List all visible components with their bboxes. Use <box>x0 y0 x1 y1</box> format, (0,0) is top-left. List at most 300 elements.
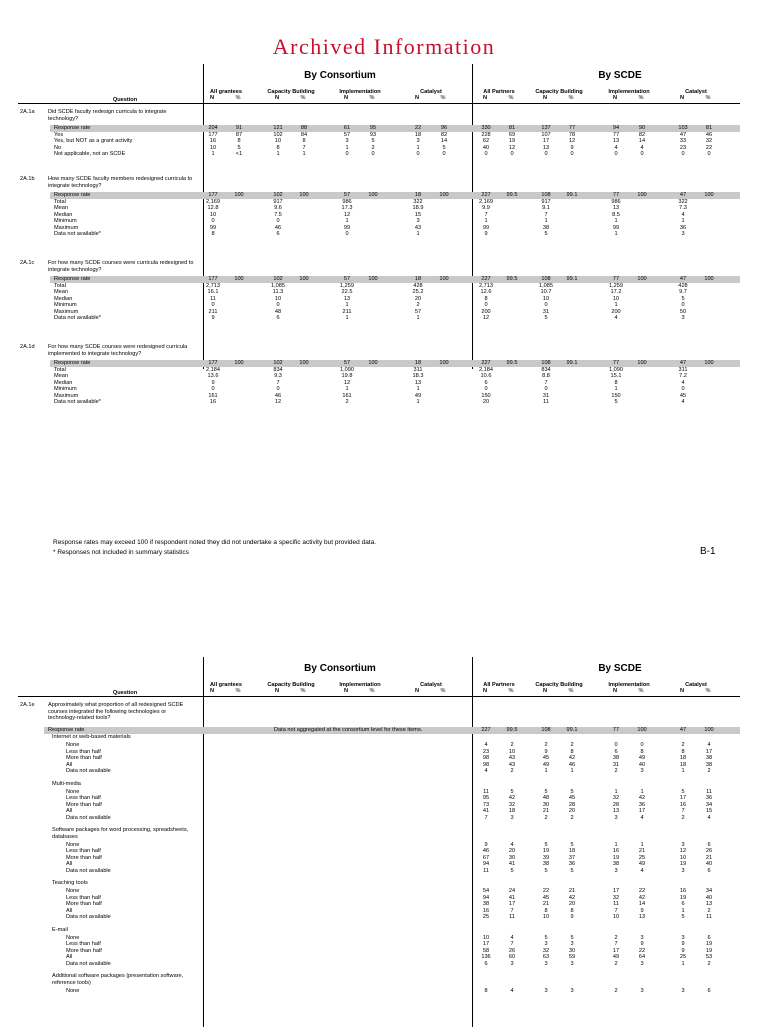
p1-col-pct-1: % <box>300 95 306 101</box>
table-cell: 1 <box>416 144 420 151</box>
row-label: Not applicable, not an SCDE <box>54 151 126 157</box>
table-cell: 46 <box>568 761 576 768</box>
table-cell: 0 <box>681 386 685 392</box>
table-cell: 4 <box>640 144 644 151</box>
table-cell: 3 <box>570 987 574 994</box>
row-label: Less than half <box>66 848 101 854</box>
row-label: None <box>66 987 80 994</box>
table-cell: 94 <box>482 894 490 901</box>
row-label: More than half <box>66 854 102 861</box>
table-cell: 25 <box>482 914 490 920</box>
table-cell: 2 <box>614 768 618 774</box>
table-cell: 17.2 <box>610 289 622 295</box>
row-label: All <box>66 954 73 960</box>
table-cell: 57 <box>343 276 351 282</box>
table-cell: 1 <box>681 768 685 774</box>
not-aggregated-note: Data not aggregated at the consortium level for these items. <box>274 727 423 733</box>
table-cell: 0 <box>640 151 644 157</box>
table-cell: 0 <box>484 302 488 308</box>
table-cell: 22.5 <box>341 289 353 295</box>
table-cell: 2 <box>570 814 574 821</box>
table-cell: 18.9 <box>412 205 424 211</box>
table-row <box>0 768 768 775</box>
table-cell: 2 <box>544 742 548 748</box>
table-cell: 7 <box>544 379 548 386</box>
table-cell: 17 <box>638 808 646 814</box>
table-cell: 36 <box>568 861 576 867</box>
table-cell: 3 <box>640 960 644 967</box>
table-cell: 10.7 <box>540 289 552 295</box>
table-cell: 19 <box>508 138 516 144</box>
table-cell: 41 <box>508 861 516 867</box>
p2-colgroup-3: Catalyst <box>420 682 442 688</box>
table-cell: 7.2 <box>679 373 687 379</box>
table-cell: 40 <box>638 761 646 768</box>
table-cell: 0 <box>510 151 514 157</box>
row-label: Data not available <box>66 960 111 967</box>
table-cell: 177 <box>208 360 218 366</box>
table-cell: 47 <box>679 727 687 733</box>
table-cell: 25 <box>638 854 646 861</box>
table-cell: 3 <box>681 987 685 994</box>
p2-col-n-5: N <box>542 688 548 694</box>
row-label: Maximum <box>54 224 79 231</box>
table-cell: 31 <box>612 761 620 768</box>
table-cell: 3 <box>681 841 685 848</box>
table-cell: 3 <box>570 941 574 947</box>
table-cell: 5 <box>570 934 574 941</box>
table-cell: 19 <box>679 861 687 867</box>
section-title <box>0 927 768 934</box>
row-label: None <box>66 888 80 894</box>
p2-by-consortium-header: By Consortium <box>304 663 376 674</box>
table-cell: 2 <box>707 960 711 967</box>
p1-colgroup-5: Capacity Building <box>535 89 583 95</box>
table-cell: 43 <box>508 755 516 761</box>
table-cell: 99.5 <box>506 360 518 366</box>
table-cell: 58 <box>482 947 490 954</box>
table-cell: 100 <box>637 727 647 733</box>
table-cell: 3 <box>681 867 685 874</box>
table-cell: 0 <box>211 386 215 392</box>
table-cell: 2,169 <box>479 198 493 205</box>
table-cell: 8.5 <box>612 211 620 218</box>
table-cell: 150 <box>611 392 621 399</box>
table-cell: 99.1 <box>566 360 578 366</box>
table-cell: 9.7 <box>679 289 687 295</box>
p1-by-scde-header: By SCDE <box>598 70 642 81</box>
table-cell: 37 <box>568 854 576 861</box>
table-cell: 1 <box>614 231 618 237</box>
table-cell: 63 <box>542 954 550 960</box>
table-cell: 99.1 <box>566 276 578 282</box>
table-cell: 87 <box>235 131 243 138</box>
table-cell: 50 <box>679 308 687 315</box>
table-cell: 3 <box>640 768 644 774</box>
p2-col-n-2: N <box>343 688 349 694</box>
table-cell: 5 <box>442 144 446 151</box>
p1-colgroup-1: Capacity Building <box>267 89 315 95</box>
row-label: Total <box>54 282 66 289</box>
p2-colgroup-2: Implementation <box>339 682 381 688</box>
table-cell: 0 <box>681 302 685 308</box>
table-cell: <1 <box>235 151 243 157</box>
question-id: 2A.1c <box>20 260 35 266</box>
table-cell: 1,090 <box>340 366 354 373</box>
row-label: Mean <box>54 205 68 211</box>
row-label: All <box>66 907 73 914</box>
table-cell: 13 <box>612 205 620 211</box>
p1-col-n-4: N <box>482 95 488 101</box>
table-cell: 100 <box>234 276 244 282</box>
table-cell: 21 <box>638 848 646 854</box>
table-cell: 40 <box>482 144 490 151</box>
table-cell: 18 <box>568 848 576 854</box>
table-cell: 8 <box>484 987 488 994</box>
table-cell: 4 <box>484 768 488 774</box>
table-cell: 5 <box>681 788 685 795</box>
table-cell: 12 <box>482 315 490 321</box>
table-cell: 8 <box>237 138 241 144</box>
table-cell: 0 <box>276 302 280 308</box>
table-cell: 3 <box>416 138 420 144</box>
table-cell: 7 <box>484 814 488 821</box>
table-cell: 0 <box>681 151 685 157</box>
table-cell: 59 <box>568 954 576 960</box>
table-cell: 150 <box>481 392 491 399</box>
table-cell: 34 <box>705 888 713 894</box>
table-cell: 0 <box>484 151 488 157</box>
table-cell: 0 <box>371 151 375 157</box>
table-cell: 9.6 <box>274 205 282 211</box>
table-cell: 4 <box>681 379 685 386</box>
p2-col-pct-2: % <box>369 688 375 694</box>
section-title <box>0 880 768 887</box>
table-cell: 46 <box>274 392 282 399</box>
table-cell: 177 <box>208 131 218 138</box>
table-cell: 90 <box>638 125 646 131</box>
row-label: Total <box>54 198 66 205</box>
table-cell: 18 <box>414 192 422 198</box>
table-cell: 0 <box>442 151 446 157</box>
p1-col-pct-0: % <box>235 95 241 101</box>
p1-col-n-3: N <box>414 95 420 101</box>
table-cell: 9 <box>681 947 685 954</box>
table-cell: 2 <box>544 814 548 821</box>
table-cell: 108 <box>541 276 551 282</box>
row-label: Data not available <box>66 814 111 821</box>
table-cell: 211 <box>342 308 352 315</box>
row-label: Data not available <box>66 914 111 920</box>
table-cell: 12 <box>343 379 351 386</box>
table-cell: 77 <box>612 727 620 733</box>
table-cell: 227 <box>481 192 491 198</box>
table-cell: 1 <box>345 144 349 151</box>
table-cell: 7 <box>484 211 488 218</box>
table-cell: 13.6 <box>207 373 219 379</box>
table-cell: 12 <box>343 211 351 218</box>
table-row <box>0 151 768 158</box>
table-cell: 100 <box>368 192 378 198</box>
table-cell: 986 <box>611 198 621 205</box>
table-cell: 100 <box>368 360 378 366</box>
table-cell: 8 <box>570 748 574 755</box>
table-cell: 1 <box>614 788 618 795</box>
table-cell: 93 <box>369 131 377 138</box>
table-cell: 103 <box>678 125 688 131</box>
question-id: 2A.1d <box>20 344 35 350</box>
table-cell: 5 <box>544 841 548 848</box>
table-cell: 99.1 <box>566 727 578 733</box>
table-cell: 100 <box>637 360 647 366</box>
table-cell: 4 <box>640 867 644 874</box>
p1-col-n-2: N <box>343 95 349 101</box>
table-cell: 20 <box>568 901 576 907</box>
table-cell: 1 <box>640 841 644 848</box>
table-cell: 8 <box>484 295 488 302</box>
row-label: All <box>66 761 73 768</box>
table-cell: 62 <box>482 138 490 144</box>
table-cell: 40 <box>705 894 713 901</box>
p1-col-n-0: N <box>209 95 215 101</box>
table-cell: 102 <box>273 276 283 282</box>
table-cell: 39 <box>542 854 550 861</box>
table-cell: 31 <box>542 392 550 399</box>
table-cell: 7 <box>510 907 514 914</box>
table-cell: 100 <box>299 192 309 198</box>
table-cell: 17 <box>612 947 620 954</box>
table-cell: 9 <box>211 379 215 386</box>
table-cell: 99.5 <box>506 192 518 198</box>
table-row <box>0 315 768 322</box>
p2-question-header: Question <box>112 690 138 696</box>
p2-colgroup-6: Implementation <box>608 682 650 688</box>
p1-col-n-6: N <box>612 95 618 101</box>
table-cell: 22 <box>705 144 713 151</box>
table-cell: 1 <box>345 302 349 308</box>
table-cell: 5 <box>510 788 514 795</box>
table-cell: 137 <box>541 125 551 131</box>
table-cell: 16 <box>679 801 687 808</box>
p1-col-pct-3: % <box>440 95 446 101</box>
table-row <box>0 988 768 995</box>
table-cell: 28 <box>612 801 620 808</box>
table-cell: 8 <box>211 231 215 237</box>
table-cell: 0 <box>544 151 548 157</box>
table-cell: 100 <box>439 192 449 198</box>
table-cell: 1 <box>416 399 420 405</box>
table-cell: 1 <box>614 386 618 392</box>
table-cell: 5 <box>681 295 685 302</box>
table-cell: 42 <box>568 755 576 761</box>
p1-col-n-1: N <box>274 95 280 101</box>
p1-col-pct-7: % <box>705 95 711 101</box>
table-cell: 16 <box>209 138 217 144</box>
table-cell: 0 <box>544 302 548 308</box>
table-cell: 7 <box>681 808 685 814</box>
table-cell: 17 <box>508 901 516 907</box>
table-cell: 1 <box>681 218 685 224</box>
table-cell: 10 <box>542 914 550 920</box>
table-cell: 81 <box>705 125 713 131</box>
table-cell: 53 <box>705 954 713 960</box>
table-cell: 227 <box>481 360 491 366</box>
table-cell: 32 <box>705 138 713 144</box>
row-label: Less than half <box>66 894 101 901</box>
table-cell: 22 <box>542 888 550 894</box>
table-cell: 7 <box>276 379 280 386</box>
table-cell: 5 <box>614 399 618 405</box>
p2-col-n-0: N <box>209 688 215 694</box>
p2-colgroup-1: Capacity Building <box>267 682 315 688</box>
row-label: More than half <box>66 947 102 954</box>
table-cell: 42 <box>638 894 646 901</box>
table-cell: 9 <box>570 914 574 920</box>
table-cell: 23 <box>482 748 490 755</box>
table-cell: 64 <box>638 954 646 960</box>
table-cell: 49 <box>542 761 550 768</box>
table-cell: 9 <box>484 841 488 848</box>
table-cell: 1 <box>345 315 349 321</box>
table-cell: 6 <box>276 315 280 321</box>
table-cell: 95 <box>369 125 377 131</box>
table-cell: 4 <box>707 742 711 748</box>
table-cell: 12 <box>274 399 282 405</box>
table-cell: 12.8 <box>207 205 219 211</box>
table-cell: 0 <box>614 151 618 157</box>
row-label: Less than half <box>66 941 101 947</box>
table-cell: 30 <box>568 947 576 954</box>
table-cell: 24 <box>508 888 516 894</box>
table-cell: 96 <box>440 125 448 131</box>
question-id: 2A.1e <box>20 702 35 708</box>
p1-colgroup-6: Implementation <box>608 89 650 95</box>
table-cell: 100 <box>234 360 244 366</box>
row-label: Maximum <box>54 392 79 399</box>
row-label: Minimum <box>54 218 77 224</box>
table-cell: 13 <box>705 901 713 907</box>
table-cell: 161 <box>208 392 218 399</box>
row-label: All <box>66 808 73 814</box>
row-label: Data not available* <box>54 231 101 237</box>
table-cell: 6 <box>707 867 711 874</box>
row-label: Less than half <box>66 795 101 801</box>
table-cell: 20 <box>508 848 516 854</box>
table-cell: 0 <box>570 151 574 157</box>
table-cell: 4 <box>707 814 711 821</box>
table-cell: 428 <box>413 282 423 289</box>
section-title-label: Teaching tools <box>52 880 88 886</box>
table-cell: 2 <box>510 742 514 748</box>
p2-col-n-7: N <box>679 688 685 694</box>
row-label: Data not available* <box>54 315 101 321</box>
table-cell: 94 <box>482 861 490 867</box>
table-cell: 100 <box>439 276 449 282</box>
p2-col-pct-3: % <box>440 688 446 694</box>
table-cell: 100 <box>368 276 378 282</box>
table-cell: 11 <box>483 788 489 795</box>
table-cell: 16 <box>679 888 687 894</box>
table-cell: 94 <box>612 125 620 131</box>
table-cell: 10 <box>209 211 217 218</box>
section-title-label: E-mail <box>52 926 68 933</box>
question-id: 2A.1b <box>20 176 35 182</box>
table-cell: 3 <box>570 960 574 967</box>
row-label: Response rate <box>54 276 91 282</box>
table-cell: 16 <box>209 399 217 405</box>
table-cell: 45 <box>542 894 550 901</box>
table-cell: 3 <box>614 867 618 874</box>
table-cell: 3 <box>681 315 685 321</box>
table-cell: 99 <box>209 224 217 231</box>
table-cell: 13 <box>612 808 620 814</box>
row-label: None <box>66 841 80 848</box>
section-title <box>0 734 768 741</box>
table-cell: 6 <box>484 960 488 967</box>
table-cell: 161 <box>342 392 352 399</box>
table-cell: 322 <box>413 198 423 205</box>
p1-colgroup-4: All Partners <box>483 89 515 95</box>
table-cell: 17 <box>612 888 620 894</box>
table-cell: 99 <box>482 224 490 231</box>
table-cell: 428 <box>678 282 688 289</box>
table-cell: 5 <box>544 788 548 795</box>
table-cell: 5 <box>544 934 548 941</box>
p1-header-rule <box>18 103 740 104</box>
table-cell: 9 <box>570 144 574 151</box>
row-label: More than half <box>66 901 102 907</box>
table-cell: 15 <box>414 211 422 218</box>
table-cell: 0 <box>345 151 349 157</box>
row-label: None <box>66 788 80 795</box>
table-cell: 20 <box>568 808 576 814</box>
table-row <box>0 914 768 921</box>
table-cell: 330 <box>481 125 491 131</box>
question-text: Approximately what proportion of all redesigned SCDE courses integrated the following technologies or technology-related tools? <box>48 702 184 721</box>
table-cell: 1 <box>614 302 618 308</box>
p1-col-pct-2: % <box>369 95 375 101</box>
p1-colgroup-3: Catalyst <box>420 89 442 95</box>
table-cell: 5 <box>570 841 574 848</box>
table-cell: 57 <box>343 131 351 138</box>
table-cell: 2,184 <box>206 366 220 373</box>
table-cell: 10 <box>274 138 282 144</box>
table-cell: 7 <box>614 941 618 947</box>
table-cell: 8 <box>302 138 306 144</box>
table-cell: 10 <box>274 295 282 302</box>
table-cell: 38 <box>612 861 620 867</box>
table-cell: 12 <box>568 138 576 144</box>
table-row <box>0 231 768 238</box>
table-cell: 3 <box>544 941 548 947</box>
row-label: Response rate <box>54 125 91 131</box>
table-cell: 1 <box>416 315 420 321</box>
table-cell: 45 <box>568 795 576 801</box>
row-label: Response rate <box>48 727 85 733</box>
table-cell: 17 <box>482 941 490 947</box>
row-label: Minimum <box>54 302 77 308</box>
table-cell: 49 <box>414 392 422 399</box>
table-cell: 5 <box>371 138 375 144</box>
table-cell: 42 <box>508 795 516 801</box>
table-cell: 11 <box>706 914 712 920</box>
table-cell: 21 <box>705 854 713 861</box>
table-cell: 19 <box>679 894 687 901</box>
table-cell: 0 <box>276 386 280 392</box>
table-cell: 48 <box>274 308 282 315</box>
table-cell: 2,713 <box>479 282 493 289</box>
table-cell: 26 <box>508 947 516 954</box>
